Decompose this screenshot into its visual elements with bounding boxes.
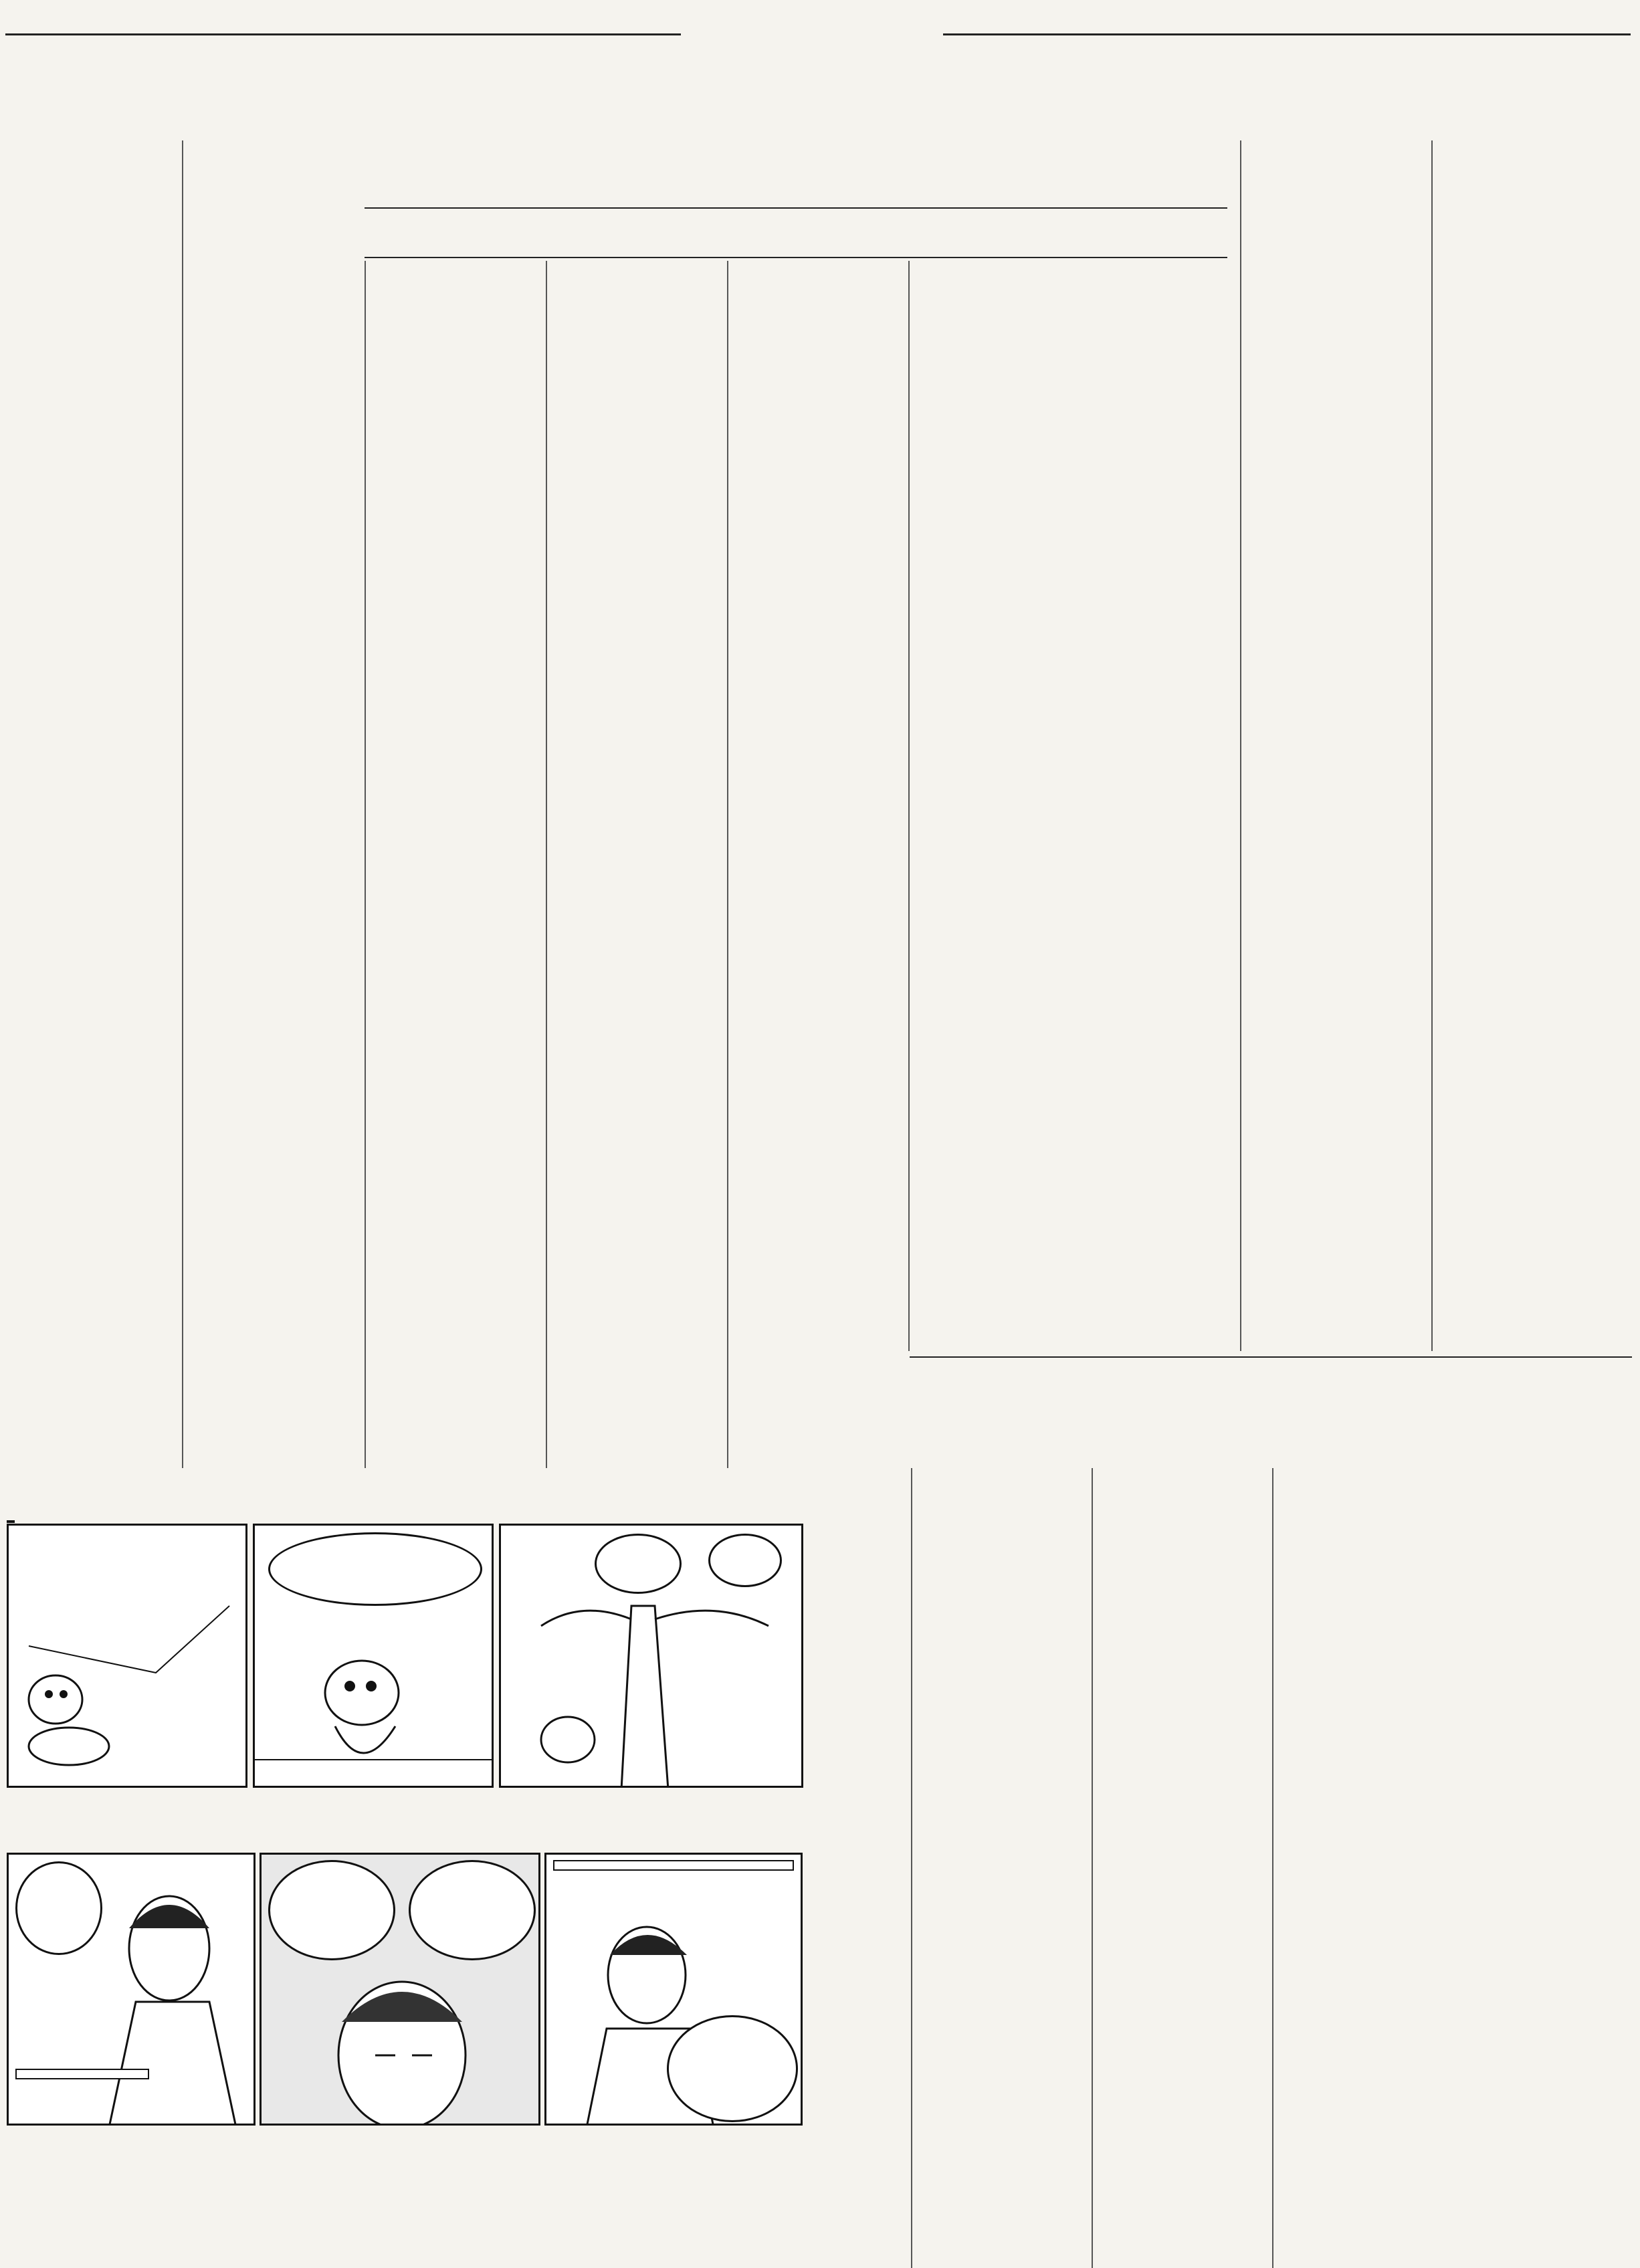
bond-title bbox=[7, 1821, 803, 1851]
focus-col5 bbox=[732, 262, 905, 1469]
garfield-tree bbox=[501, 1526, 803, 1788]
bond-figure-2 bbox=[262, 1855, 540, 2126]
bond-figure-1 bbox=[9, 1855, 255, 2126]
bond-panel-3 bbox=[544, 1853, 803, 2126]
garfield-cat-2 bbox=[255, 1526, 494, 1788]
garfield-panel-3 bbox=[499, 1524, 803, 1788]
focus-col-pksf bbox=[1245, 143, 1426, 1350]
bond-panel-2 bbox=[260, 1853, 540, 2126]
jessore-article-col4 bbox=[1277, 1468, 1450, 2268]
focus-col4 bbox=[551, 262, 724, 1469]
garfield-panel-2 bbox=[253, 1524, 494, 1788]
garfield-title-text bbox=[7, 1471, 15, 1523]
garfield-title bbox=[7, 1473, 15, 1525]
focus-col3 bbox=[370, 262, 542, 1469]
focus-col-last bbox=[1437, 143, 1632, 1350]
focus-col2 bbox=[189, 140, 361, 1468]
focus-col6 bbox=[914, 262, 1093, 1349]
bond-panel-1 bbox=[7, 1853, 255, 2126]
garfield-cat-1 bbox=[9, 1526, 247, 1788]
bond-bubble-5 bbox=[15, 2069, 149, 2079]
bond-bubble-6 bbox=[667, 2015, 798, 2122]
garfield-panel-1 bbox=[7, 1524, 247, 1788]
focus-col1 bbox=[7, 140, 179, 1468]
focus-col-last-text bbox=[1437, 143, 1632, 1307]
jessore-article-col2 bbox=[916, 1468, 1089, 2268]
jessore-article-col3 bbox=[1097, 1468, 1269, 2268]
